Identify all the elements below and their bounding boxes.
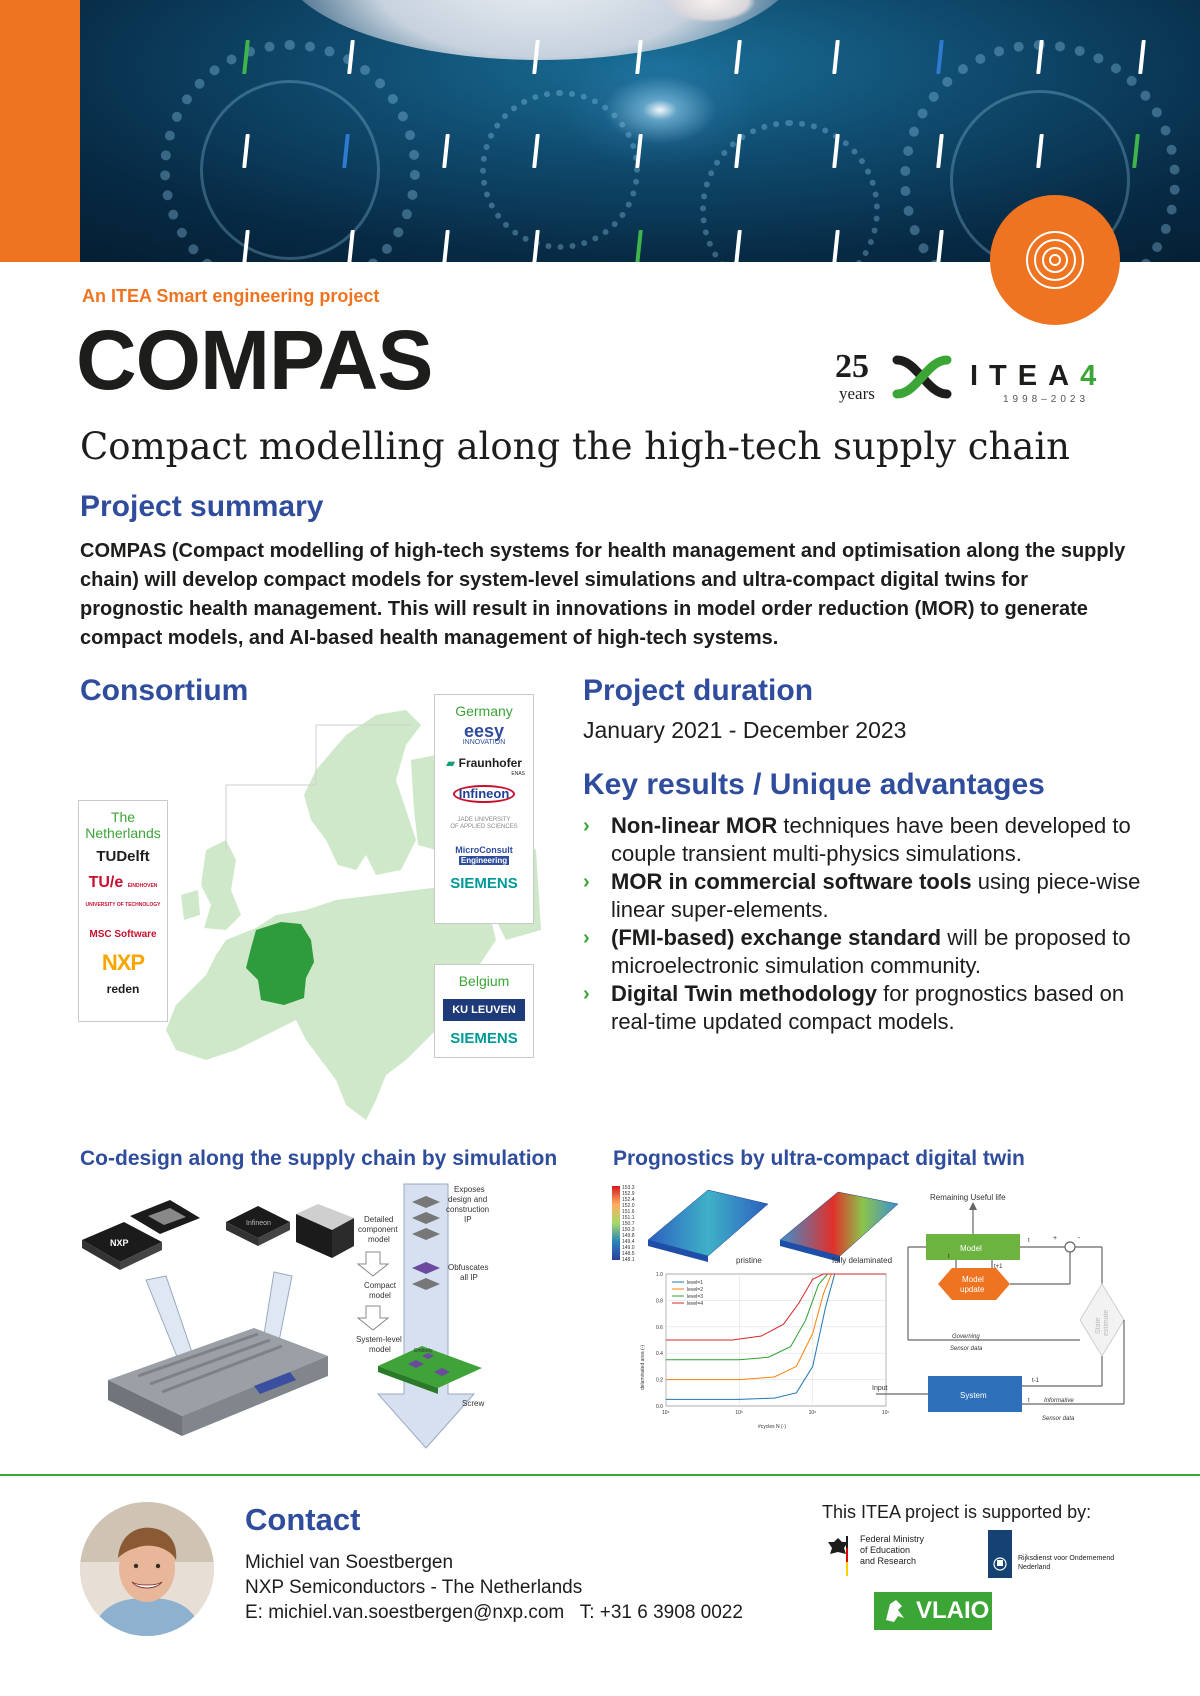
- state-estimate-label: State estimate: [1095, 1309, 1110, 1336]
- europe-map: [76, 700, 546, 1130]
- list-item: [583, 980, 1143, 1036]
- list-item: [583, 868, 1143, 924]
- rvo-text-line: Nederland: [1018, 1564, 1051, 1571]
- footer-divider: [0, 1474, 1200, 1476]
- obfuscates-label: Obfuscates all IP: [448, 1263, 489, 1282]
- hero-mark: [635, 230, 643, 262]
- netherlands-partners: [78, 800, 168, 1022]
- codesign-figure-title: Co-design along the supply chain by simulation: [80, 1147, 558, 1170]
- itea-infinity-icon: [887, 352, 957, 402]
- fraunhofer-logo-sub: ENAS: [511, 771, 525, 777]
- page-title: COMPAS: [76, 313, 433, 407]
- contact-organisation: NXP Semiconductors - The Netherlands: [245, 1577, 583, 1598]
- result-text: will be proposed to microelectronic simulation community.: [611, 925, 1131, 978]
- results-list: [583, 812, 1143, 1036]
- chevron-right-icon: ›: [583, 815, 590, 837]
- chart-ytick: 0.2: [656, 1377, 663, 1384]
- chart-xtick: 10⁵: [735, 1410, 743, 1416]
- input-label: Input: [872, 1385, 888, 1392]
- chevron-right-icon: ›: [583, 983, 590, 1005]
- embody-label: Embody: [414, 1348, 433, 1354]
- consortium-heading: Consortium: [80, 674, 249, 707]
- colorbar-value: 152.9: [622, 1191, 635, 1197]
- detailed-model-label: Detailed component model: [358, 1215, 398, 1244]
- colorbar-value: 150.3: [622, 1227, 635, 1233]
- t1-label: t+1: [994, 1264, 1003, 1270]
- belgium-partners: [434, 964, 534, 1058]
- eesy-logo: eesy: [463, 721, 505, 741]
- jade-logo-sub: OF APPLIED SCIENCES: [450, 824, 518, 830]
- crest-icon: [988, 1530, 1012, 1578]
- result-text: for prognostics based on real-time updated compact models.: [611, 981, 1125, 1034]
- delamination-chart: [640, 1272, 890, 1430]
- chart-ytick: 0.8: [656, 1298, 663, 1305]
- itea-logo: [835, 350, 1125, 406]
- result-bold: MOR in commercial software tools: [611, 869, 972, 894]
- chart-xlabel: #cycles N (-): [758, 1424, 787, 1430]
- tudelft-logo: TUDelft: [96, 848, 150, 865]
- target-badge: [990, 195, 1120, 325]
- contact-email-phone[interactable]: E: michiel.van.soestbergen@nxp.com T: +31 6 3908 0022: [245, 1602, 743, 1623]
- germany-partners: [434, 694, 534, 924]
- rul-label: Remaining Useful life: [930, 1193, 1006, 1202]
- belgium-title: Belgium: [458, 973, 510, 989]
- nxp-chip-label: NXP: [110, 1238, 129, 1248]
- fraunhofer-logo: [435, 755, 533, 771]
- chart-ytick: 0.6: [656, 1324, 663, 1331]
- itea-name: ITEA: [970, 360, 1081, 392]
- tue-logo-sub: EINDHOVEN UNIVERSITY OF TECHNOLOGY: [85, 883, 161, 908]
- colorbar-value: 151.1: [622, 1215, 635, 1221]
- eagle-icon: [826, 1534, 850, 1590]
- tm1-label: t-1: [1032, 1378, 1040, 1384]
- digital-twin-diagram: [872, 1193, 1124, 1422]
- colorbar-value: 149.8: [622, 1233, 635, 1239]
- duration-heading: Project duration: [583, 674, 814, 707]
- hero-mark: [936, 40, 944, 74]
- result-text: using piece-wise linear super-elements.: [611, 869, 1141, 922]
- rvo-text: [1018, 1554, 1114, 1572]
- page-subtitle: Compact modelling along the high-tech supply chain: [80, 425, 1071, 468]
- codesign-figure: [78, 1180, 548, 1452]
- plus-label: +: [1053, 1235, 1058, 1242]
- colorbar-value: 149.4: [622, 1239, 635, 1245]
- bmbf-text: [860, 1534, 924, 1567]
- screw-label: Screw: [462, 1399, 485, 1408]
- t-label: t: [948, 1254, 950, 1260]
- sum-node: [1065, 1242, 1075, 1252]
- fraunhofer-mark: ▰: [446, 756, 456, 770]
- model-block-label: Model: [960, 1244, 982, 1253]
- state-estimate-block: [1080, 1284, 1124, 1356]
- itea-anniversary-number: 25: [835, 348, 869, 385]
- chart-legend-label: level=4: [687, 1301, 703, 1307]
- microconsult-logo: [435, 845, 533, 866]
- pristine-label: pristine: [736, 1256, 762, 1265]
- list-item: [583, 812, 1143, 868]
- summary-text: COMPAS (Compact modelling of high-tech systems for health management and optimisation along the supply chain) will develop compact models for system-level simulations and ultra-compact digital twins for prognostic health management. This will result in innovations in model order reduction (MOR) to generate compact models, and AI-based health management of high-tech systems.: [80, 540, 1126, 649]
- fraunhofer-logo-text: Fraunhofer: [458, 756, 522, 770]
- hero-mark: [442, 134, 450, 168]
- project-kicker: An ITEA Smart engineering project: [82, 286, 380, 306]
- arrow-down-icon: [358, 1252, 388, 1276]
- vlaio-text: VLAIO: [916, 1597, 990, 1624]
- delaminated-label: fully delaminated: [832, 1256, 893, 1265]
- jade-logo-text: JADE UNIVERSITY: [457, 817, 511, 823]
- ecu-housing: [108, 1328, 328, 1436]
- chart-ytick: 1.0: [656, 1272, 663, 1278]
- contact-name: Michiel van Soestbergen: [245, 1552, 454, 1573]
- chart-ytick: 0.4: [656, 1351, 663, 1358]
- chip-2: [130, 1200, 200, 1234]
- hero-mark: [1138, 40, 1146, 74]
- target-icon: [1023, 228, 1087, 292]
- chart-xtick: 10⁶: [808, 1410, 817, 1416]
- orange-side-bar: [0, 0, 80, 262]
- contact-heading: Contact: [245, 1502, 361, 1537]
- result-text: techniques have been developed to couple transient multi-physics simulations.: [611, 813, 1131, 866]
- itea-dates: 1998–2023: [1003, 394, 1090, 405]
- duration-text: January 2021 - December 2023: [583, 717, 907, 743]
- governing-label: Governing Sensor data: [950, 1334, 983, 1352]
- colorbar-value: 152.4: [622, 1197, 635, 1203]
- light-flare: [560, 50, 760, 170]
- microconsult-logo-sub: Engineering: [460, 856, 508, 865]
- exposes-label: Exposes design and construction IP: [446, 1185, 490, 1224]
- colorbar-value: 153.3: [622, 1185, 635, 1191]
- chart-ytick: 0.0: [656, 1404, 663, 1410]
- avatar: [80, 1502, 214, 1636]
- colorbar-value: 152.0: [622, 1203, 635, 1209]
- colorbar: [612, 1186, 620, 1260]
- chart-xtick: 10⁷: [882, 1410, 890, 1416]
- result-bold: Non-linear MOR: [611, 813, 778, 838]
- support-heading: This ITEA project is supported by:: [822, 1502, 1092, 1522]
- hero-mark: [832, 40, 840, 74]
- tue-logo: [79, 875, 167, 913]
- itea-version: 4: [1080, 360, 1108, 392]
- rvo-text-line: Rijksdienst voor Ondernemend: [1018, 1555, 1115, 1562]
- infineon-logo: Infineon: [453, 785, 515, 803]
- model-update-label: Model update: [960, 1275, 985, 1294]
- arrow-down-icon: [358, 1306, 388, 1330]
- colorbar-labels: [622, 1185, 635, 1263]
- colorbar-value: 150.7: [622, 1221, 635, 1227]
- infineon-chip-label: Infineon: [246, 1220, 271, 1227]
- minus-label: -: [1078, 1235, 1081, 1242]
- prognostics-figure: [608, 1180, 1168, 1452]
- rvo-emblem: [988, 1530, 1012, 1578]
- prognostics-figure-title: Prognostics by ultra-compact digital twin: [613, 1147, 1025, 1170]
- itea-wordmark: [970, 360, 1107, 393]
- siemens-logo-be: SIEMENS: [450, 1030, 518, 1047]
- netherlands-title: The Netherlands: [85, 809, 161, 841]
- summary-heading: Project summary: [80, 490, 324, 523]
- siemens-logo-de: SIEMENS: [450, 875, 518, 892]
- results-heading: Key results / Unique advantages: [583, 768, 1045, 801]
- infineon-chip: [226, 1206, 290, 1246]
- msc-logo: MSC Software: [89, 929, 157, 940]
- colorbar-value: 148.1: [622, 1257, 635, 1263]
- nxp-logo: NXP: [101, 950, 145, 975]
- bmbf-logo: [826, 1534, 936, 1590]
- model-update-block: [938, 1268, 1010, 1300]
- nxp-chip: [82, 1222, 162, 1270]
- chart-legend-label: level=3: [687, 1294, 703, 1300]
- chevron-right-icon: ›: [583, 871, 590, 893]
- compact-model-label: Compact model: [364, 1281, 397, 1300]
- t-label-2: t: [1028, 1238, 1030, 1244]
- colorbar-value: 148.5: [622, 1251, 635, 1257]
- chart-ylabel: delaminated area (-): [640, 1344, 646, 1390]
- chart-legend-label: level=1: [687, 1280, 703, 1286]
- vlaio-logo: [874, 1592, 992, 1630]
- lion-icon: [880, 1596, 910, 1626]
- list-item: [583, 924, 1143, 980]
- contact-photo: [80, 1502, 214, 1636]
- chevron-right-icon: ›: [583, 927, 590, 949]
- bmbf-text-line: Federal Ministry: [860, 1534, 925, 1544]
- kuleuven-logo: KU LEUVEN: [443, 999, 525, 1021]
- system-model-label: System-level model: [356, 1335, 402, 1354]
- t-label-3: t: [1028, 1398, 1030, 1404]
- tue-logo-text: TU/e: [88, 874, 124, 891]
- result-bold: (FMI-based) exchange standard: [611, 925, 942, 950]
- result-bold: Digital Twin methodology: [611, 981, 878, 1006]
- eesy-logo-sub: INNOVATION: [462, 739, 506, 746]
- bmbf-text-line: of Education: [860, 1545, 911, 1555]
- jade-logo: [435, 817, 533, 831]
- informative-label: Informative Sensor data: [1042, 1398, 1075, 1422]
- system-block-label: System: [960, 1391, 987, 1400]
- rvo-logo: [988, 1530, 1128, 1580]
- finger-graphic: [665, 0, 755, 22]
- bmbf-text-line: and Research: [860, 1556, 917, 1566]
- itea-anniversary-years: years: [839, 384, 875, 403]
- microconsult-logo-text: MicroConsult: [455, 845, 513, 855]
- colorbar-value: 149.0: [622, 1245, 635, 1251]
- colorbar-value: 151.6: [622, 1209, 635, 1215]
- hero-mark: [442, 230, 450, 262]
- package-chip: [296, 1204, 354, 1258]
- reden-logo: reden: [106, 982, 140, 996]
- germany-title: Germany: [455, 703, 513, 719]
- chart-xtick: 10⁴: [662, 1410, 670, 1416]
- chart-legend-label: level=2: [687, 1287, 703, 1293]
